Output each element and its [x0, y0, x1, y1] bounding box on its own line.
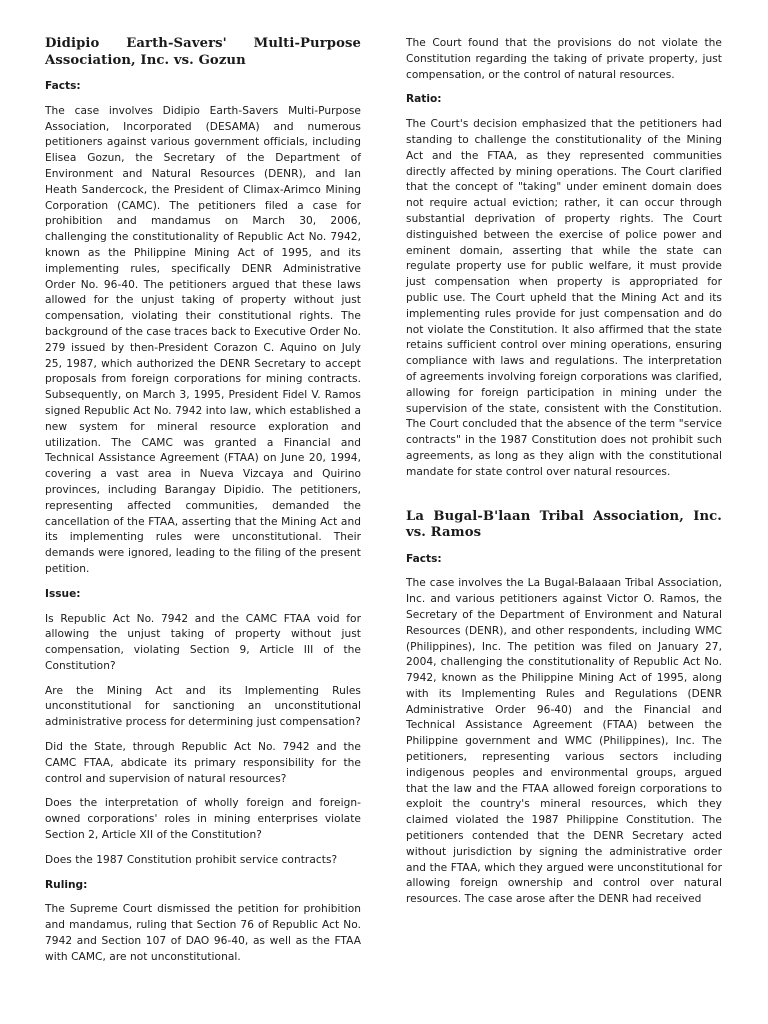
right-column — [406, 36, 722, 908]
case1-facts-text: The case involves Didipio Earth-Savers Multi-Purpose Association, Incorporated (DESAMA) and numerous petitioners against various government officials, including Elisea Gozun, the Secretary of the Department of Environment and Natural Resources (DENR), and Ian Heath Sandercock, the President of Climax-Arimco Mining Corporation (CAMC). The petitioners filed a case for prohibition and mandamus on March 30, 2006, challenging the constitutionality of Republic Act No. 7942, known as the Philippine Mining Act of 1995, and its implementing rules, specifically DENR Administrative Order No. 96-40. The petitioners argued that these laws allowed for the unjust taking of property without just compensation, violating their constitutional rights. The background of the case traces back to Executive Order No. 279 issued by then-President Corazon C. Aquino on July 25, 1987, which authorized the DENR Secretary to accept proposals from foreign corporations for mining contracts. Subsequently, on March 3, 1995, President Fidel V. Ramos signed Republic Act No. 7942 into law, which established a new system for mineral resource exploration and utilization. The CAMC was granted a Financial and Technical Assistance Agreement (FTAA) on June 20, 1994, covering a vast area in Nueva Vizcaya and Quirino provinces, including Barangay Dipidio. The petitioners, representing affected communities, demanded the cancellation of the FTAA, asserting that the Mining Act and its implementing rules were unconstitutional. Their demands were ignored, leading to the filing of the present petition. — [45, 104, 361, 575]
case1-title: Didipio Earth-Savers' Multi-Purpose Association, Inc. vs. Gozun — [45, 36, 361, 68]
case1-ratio-label: Ratio: — [406, 93, 442, 106]
left-column — [45, 36, 361, 966]
case1-issue-label: Issue: — [45, 587, 81, 600]
case1-issue-4: Does the interpretation of wholly foreign and foreign-owned corporations' roles in mining enterprises violate Section 2, Article XII of the Constitution? — [45, 797, 361, 842]
case1-issue-5: Does the 1987 Constitution prohibit service contracts? — [45, 853, 338, 866]
case2-facts-label: Facts: — [406, 552, 442, 565]
case1-ruling-continued: The Court found that the provisions do not violate the Constitution regarding the taking of private property, just compensation, or the control of natural resources. — [406, 37, 722, 81]
case1-issue-1: Is Republic Act No. 7942 and the CAMC FTAA void for allowing the unjust taking of property without just compensation, violating Section 9, Article III of the Constitution? — [45, 612, 361, 672]
case1-issue-3: Did the State, through Republic Act No. 7942 and the CAMC FTAA, abdicate its primary responsibility for the control and supervision of natural resources? — [45, 741, 361, 785]
case1-facts-label: Facts: — [45, 80, 81, 92]
case1-ruling-label: Ruling: — [45, 878, 88, 891]
case1-ratio-text: The Court's decision emphasized that the petitioners had standing to challenge the constitutionality of the Mining Act and the FTAA, as they represented communities directly affected by mining operations. The Court clarified that the concept of "taking" under eminent domain does not require actual eviction; rather, it can occur through substantial deprivation of property rights. The Court distinguished between the exercise of police power and eminent domain, asserting that while the state can regulate property use for public welfare, it must provide just compensation when property is appropriated for public use. The Court upheld that the Mining Act and its implementing rules provide for just compensation and do not violate the Constitution. It also affirmed that the state retains sufficient control over mining operations, ensuring compliance with laws and regulations. The interpretation of agreements involving foreign corporations was clarified, allowing for foreign participation in mining under the supervision of the state, consistent with the Constitution. The Court concluded that the absence of the term "service contracts" in the 1987 Constitution does not prohibit such agreements, as long as they align with the constitutional mandate for state control over natural resources. — [406, 118, 722, 478]
case1-issue-2: Are the Mining Act and its Implementing Rules unconstitutional for sanctioning an unconstitutional administrative process for determining just compensation? — [45, 684, 361, 729]
case1-ruling-text: The Supreme Court dismissed the petition for prohibition and mandamus, ruling that Section 76 of Republic Act No. 7942 and Section 107 of DAO 96-40, as well as the FTAA with CAMC, are not unconstitutional. — [45, 903, 361, 963]
case2-title: La Bugal-B'laan Tribal Association, Inc. vs. Ramos — [406, 508, 722, 541]
case2-facts-text: The case involves the La Bugal-Balaaan Tribal Association, Inc. and various petitioners against Victor O. Ramos, the Secretary of the Department of Environment and Natural Resources (DENR), and other respondents, including WMC (Philippines), Inc. The petition was filed on January 27, 2004, challenging the constitutionality of Republic Act No. 7942, known as the Philippine Mining Act of 1995, along with its Implementing Rules and Regulations (DENR Administrative Order 96-40) and the Financial and Technical Assistance Agreement (FTAA) between the Philippine government and WMC (Philippines), Inc. The petitioners, representing various sectors including indigenous peoples and environmental groups, argued that the law and the FTAA allowed foreign corporations to exploit the country's mineral resources, which they claimed violated the 1987 Philippine Constitution. The petitioners contended that the DENR Secretary acted without jurisdiction by signing the administrative order and the FTAA, which they argued were unconstitutional for allowing foreign ownership and control over natural resources. The case arose after the DENR had received — [406, 577, 722, 906]
